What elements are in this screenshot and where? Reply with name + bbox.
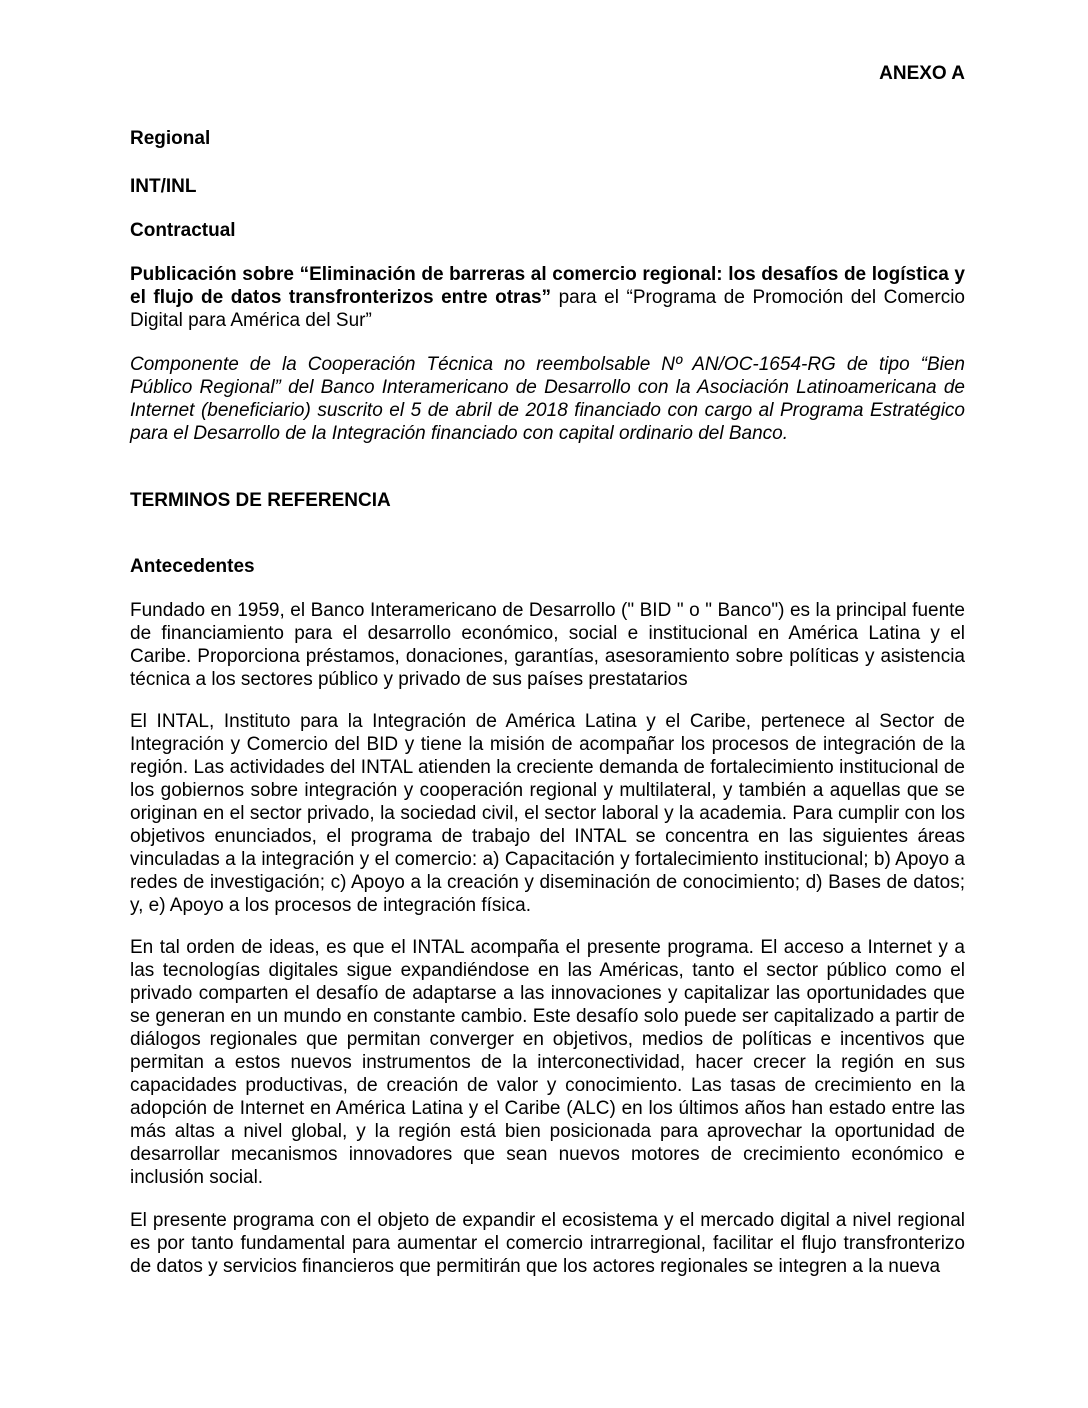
doc-label-region: Regional	[130, 128, 211, 149]
subsection-heading-antecedentes: Antecedentes	[130, 556, 255, 577]
body-paragraph-fundado: Fundado en 1959, el Banco Interamericano de Desarrollo (" BID " o " Banco") es la principal fuente de financiamiento para el desarrollo económico, social e institucional en América Latina y el Caribe. Proporciona préstamos, donaciones, garantías, asesoramiento sobre políticas y asistencia técnica a los sectores público y privado de sus países prestatarios	[130, 600, 965, 690]
body-paragraph-el-presente-programa: El presente programa con el objeto de expandir el ecosistema y el mercado digital a nivel regional es por tanto fundamental para aumentar el comercio intrarregional, facilitar el flujo transfronterizo de datos y servicios financieros que permitirán que los actores regionales se integren a la nueva	[130, 1210, 965, 1277]
component-note: Componente de la Cooperación Técnica no reembolsable Nº AN/OC-1654-RG de tipo “Bien Público Regional” del Banco Interamericano de Desarrollo con la Asociación Latinoamericana de Internet (beneficiario) suscrito el 5 de abril de 2018 financiado con cargo al Programa Estratégico para el Desarrollo de la Integración financiado con capital ordinario del Banco.	[130, 354, 965, 444]
doc-label-division: INT/INL	[130, 176, 197, 197]
body-paragraph-intal: El INTAL, Instituto para la Integración de América Latina y el Caribe, pertenece al Sector de Integración y Comercio del BID y tiene la misión de acompañar los procesos de integración de la región. Las actividades del INTAL atienden la creciente demanda de fortalecimiento institucional de los gobiernos sobre integración y cooperación regional y multilateral, y también a aquellas que se originan en el sector privado, la sociedad civil, el sector laboral y la academia. Para cumplir con los objetivos enunciados, el programa de trabajo del INTAL se concentra en las siguientes áreas vinculadas a la integración y el comercio: a) Capacitación y fortalecimiento institucional; b) Apoyo a redes de investigación; c) Apoyo a la creación y diseminación de conocimiento; d) Bases de datos; y, e) Apoyo a los procesos de integración física.	[130, 711, 965, 916]
section-heading-terminos-de-referencia: TERMINOS DE REFERENCIA	[130, 490, 391, 511]
body-paragraph-en-tal-orden: En tal orden de ideas, es que el INTAL acompaña el presente programa. El acceso a Internet y a las tecnologías digitales sigue expandiéndose en las Américas, tanto el sector público como el privado comparten el desafío de adaptarse a las innovaciones y capitalizar las oportunidades que se generan en un mundo en constante cambio. Este desafío solo puede ser capitalizado a partir de diálogos regionales que permitan converger en objetivos, medios de políticas e incentivos que permitan a estos nuevos instrumentos de la interconectividad, hacer crecer la región en sus capacidades productivas, de creación de valor y conocimiento. Las tasas de crecimiento en la adopción de Internet en América Latina y el Caribe (ALC) en los últimos años han estado entre las más altas a nivel global, y la región está bien posicionada para aprovechar la oportunidad de desarrollar mecanismos innovadores que sean nuevos motores de crecimiento económico e inclusión social.	[130, 937, 965, 1188]
annex-label: ANEXO A	[879, 63, 965, 84]
document-title-bold: Publicación sobre “Eliminación de barreras al comercio regional: los desafíos de logística y el flujo de datos transfronterizos entre otras”	[130, 264, 965, 308]
doc-label-type: Contractual	[130, 220, 236, 241]
document-title-regular: para el “Programa de Promoción del Comercio Digital para América del Sur”	[130, 287, 965, 331]
document-title	[130, 263, 965, 332]
